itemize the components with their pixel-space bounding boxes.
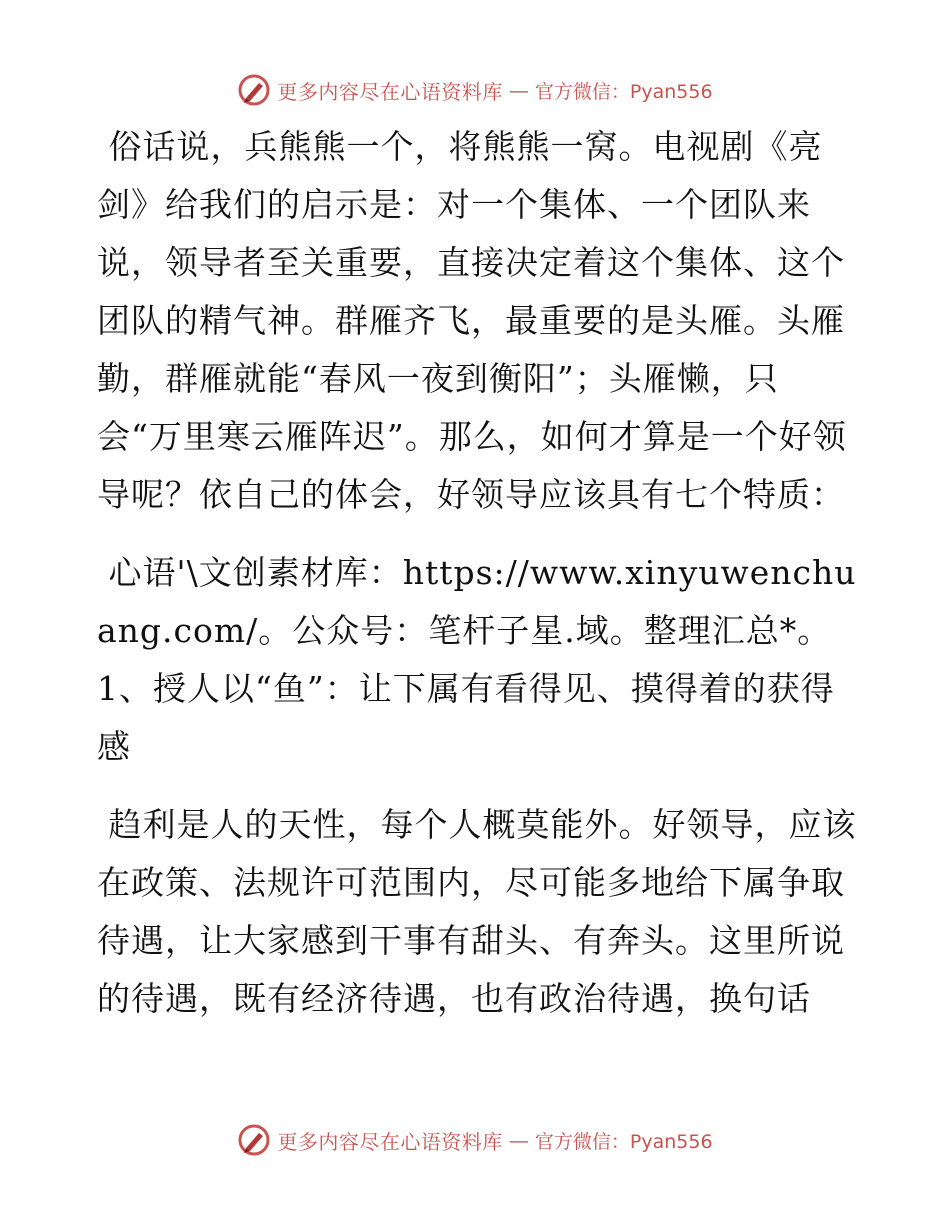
pen-logo-icon [237,73,271,107]
paragraph-intro: 俗话说，兵熊熊一个，将熊熊一窝。电视剧《亮剑》给我们的启示是：对一个集体、一个团队来说，领导者至关重要，直接决定着这个集体、这个团队的精气神。群雁齐飞，最重要的是头雁。头雁勤，群雁就能“春风一夜到衡阳”；头雁懒，只会“万里寒云雁阵迟”。那么，如何才算是一个好领导呢？依自己的体会，好领导应该具有七个特质： [97,127,847,514]
pen-logo-icon [237,1123,271,1157]
paragraph-section-1-body: 趋利是人的天性，每个人概莫能外。好领导，应该在政策、法规许可范围内，尽可能多地给下属争取待遇，让大家感到干事有甜头、有奔头。这里所说的待遇，既有经济待遇，也有政治待遇，换句话 [97,805,857,1018]
header-banner-contact: 官方微信：Pyan556 [534,80,713,103]
document-body [97,118,857,1048]
footer-banner-separator: — [508,1128,529,1152]
footer-banner [0,1120,950,1160]
header-banner [0,70,950,110]
footer-banner-contact: 官方微信：Pyan556 [534,1130,713,1153]
header-banner-separator: — [508,78,529,102]
paragraph-section-1-title: 心语'\文创素材库：https://www.xinyuwenchuang.com/。公众号：笔杆子星.域。整理汇总*。1、授人以“鱼”：让下属有看得见、摸得着的获得感 [97,553,857,766]
footer-banner-text: 更多内容尽在心语资料库 [277,1129,503,1154]
header-banner-text: 更多内容尽在心语资料库 [277,79,503,104]
